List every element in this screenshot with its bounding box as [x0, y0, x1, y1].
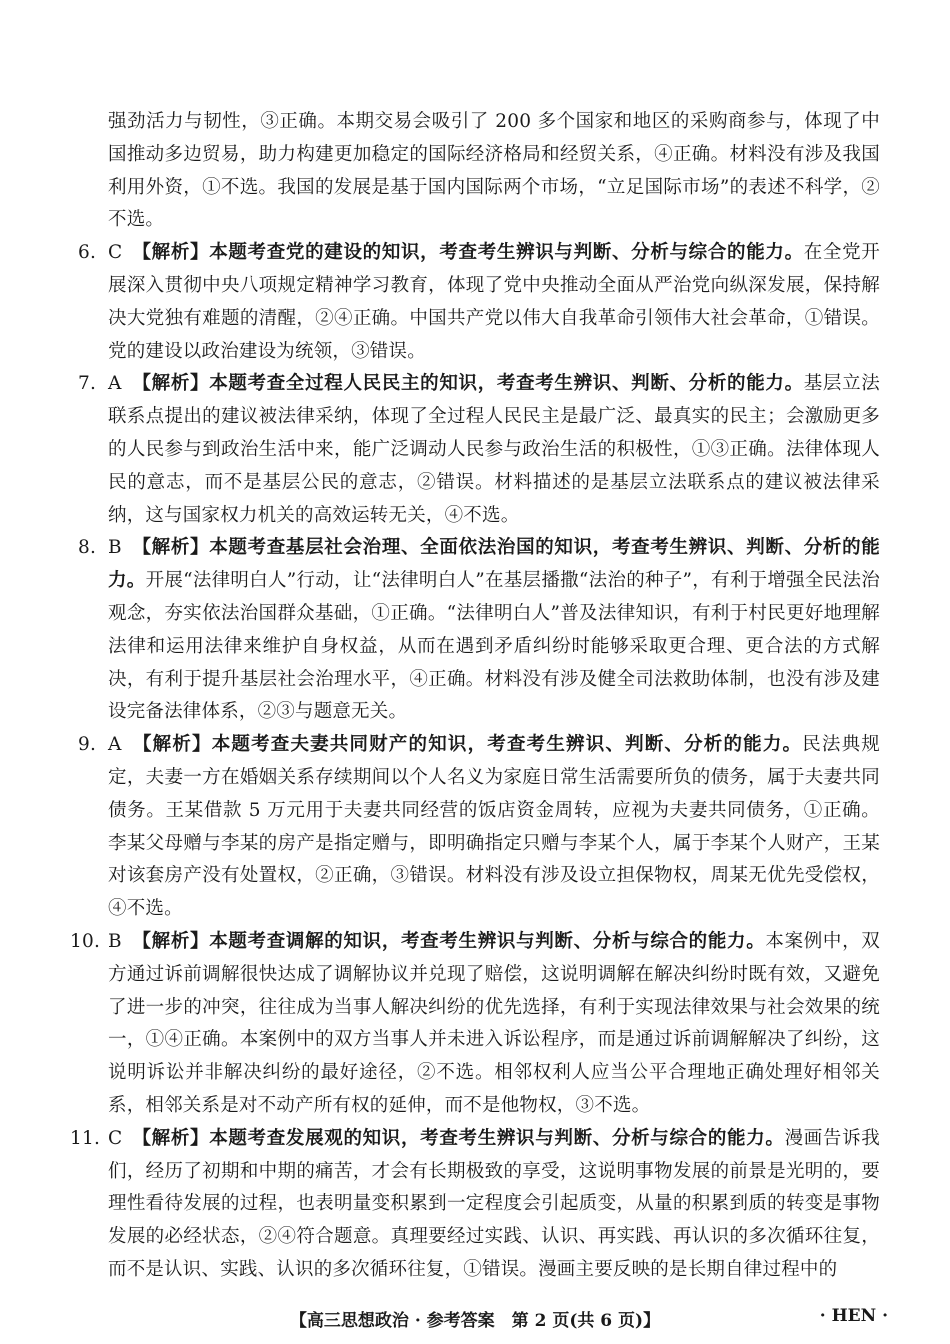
question-9-explanation	[78, 729, 880, 926]
question-focus: 本题考查夫妻共同财产的知识，考查考生辨识、判断、分析的能力。	[211, 734, 803, 756]
question-focus: 本题考查调解的知识，考查考生辨识与判断、分析与综合的能力。	[209, 930, 766, 952]
question-7-explanation	[78, 368, 880, 532]
question-10-explanation	[70, 926, 880, 1123]
analysis-tag: 【解析】	[132, 242, 210, 264]
explanation-body: 基层立法联系点提出的建议被法律采纳，体现了全过程人民民主是最广泛、最真实的民主；会激励更多的人民参与到政治生活中来，能广泛调动人民参与政治生活的积极性，①③正确。法律体现人民的意志，而不是基层公民的意志，②错误。材料描述的是基层立法联系点的建议被法律采纳，这与国家权力机关的高效运转无关，④不选。	[108, 373, 880, 526]
question-8-explanation	[78, 532, 880, 729]
page-footer	[0, 1306, 950, 1331]
explanation-body: 本案例中，双方通过诉前调解很快达成了调解协议并兑现了赔偿，这说明调解在解决纠纷时既有效，又避免了进一步的冲突，往往成为当事人解决纠纷的优先选择，有利于实现法律效果与社会效果的统一，①④正确。本案例中的双方当事人并未进入诉讼程序，而是通过诉前调解解决了纠纷，这说明诉讼并非解决纠纷的最好途径，②不选。相邻权利人应当公平合理地正确处理好相邻关系，相邻关系是对不动产所有权的延伸，而不是他物权，③不选。	[108, 930, 880, 1116]
exam-region-code: · HEN ·	[819, 1306, 888, 1326]
answer-letter: C	[108, 242, 123, 264]
answer-letter: B	[108, 537, 122, 559]
intro-paragraph: 强劲活力与韧性，③正确。本期交易会吸引了 200 多个国家和地区的采购商参与，体现了中国推动多边贸易，助力构建更加稳定的国际经济格局和经贸关系，④正确。材料没有涉及我国利用外资，①不选。我国的发展是基于国内国际两个市场，“立足国际市场”的表述不科学，②不选。	[108, 111, 880, 231]
question-number: 11.	[70, 1127, 101, 1149]
question-number: 10.	[70, 930, 101, 952]
analysis-tag: 【解析】	[132, 734, 212, 756]
answer-letter: C	[108, 1127, 123, 1149]
explanation-body: 在全党开展深入贯彻中央八项规定精神学习教育，体现了党中央推动全面从严治党向纵深发展，保持解决大党独有难题的清醒，②④正确。中国共产党以伟大自我革命引领伟大社会革命，①错误。党的建设以政治建设为统领，③错误。	[108, 242, 880, 362]
footer-label: 【高三思想政治 · 参考答案 第 2 页(共 6 页)】	[289, 1311, 661, 1331]
question-number: 8.	[78, 537, 97, 559]
analysis-tag: 【解析】	[132, 930, 210, 952]
answer-letter: A	[108, 734, 122, 756]
analysis-tag: 【解析】	[132, 373, 210, 395]
question-number: 9.	[78, 734, 97, 756]
answer-letter: B	[108, 930, 122, 952]
answer-letter: A	[108, 373, 122, 395]
question-11-explanation	[70, 1123, 880, 1287]
analysis-tag: 【解析】	[132, 1127, 210, 1149]
question-number: 7.	[78, 373, 97, 395]
question-focus: 本题考查党的建设的知识，考查考生辨识与判断、分析与综合的能力。	[209, 242, 804, 264]
question-focus: 本题考查全过程人民民主的知识，考查考生辨识、判断、分析的能力。	[209, 373, 804, 395]
answer-content	[70, 106, 880, 1287]
explanation-body: 民法典规定，夫妻一方在婚姻关系存续期间以个人名义为家庭日常生活需要所负的债务，属于夫妻共同债务。王某借款 5 万元用于夫妻共同经营的饭店资金周转，应视为夫妻共同债务，①正确。李某父母赠与李某的房产是指定赠与，即明确指定只赠与李某个人，属于李某个人财产，王某对该套房产没有处置权，②正确，③错误。材料没有涉及设立担保物权，周某无优先受偿权，④不选。	[108, 734, 880, 920]
question-focus: 本题考查发展观的知识，考查考生辨识与判断、分析与综合的能力。	[209, 1127, 785, 1149]
question-number: 6.	[78, 242, 97, 264]
question-6-explanation	[78, 237, 880, 368]
explanation-body: 开展“法律明白人”行动，让“法律明白人”在基层播撒“法治的种子”，有利于增强全民法治观念，夯实依法治国群众基础，①正确。“法律明白人”普及法律知识，有利于村民更好地理解法律和运用法律来维护自身权益，从而在遇到矛盾纠纷时能够采取更合理、更合法的方式解决，有利于提升基层社会治理水平，④正确。材料没有涉及健全司法救助体制，也没有涉及建设完备法律体系，②③与题意无关。	[108, 570, 880, 723]
analysis-tag: 【解析】	[132, 537, 210, 559]
question-focus: 本题考查基层社会治理、全面依法治国的知识，考查考生辨识、判断、分析的能力。	[108, 537, 880, 592]
explanation-body: 漫画告诉我们，经历了初期和中期的痛苦，才会有长期极致的享受，这说明事物发展的前景是光明的，要理性看待发展的过程，也表明量变积累到一定程度会引起质变，从量的积累到质的转变是事物发展的必经状态，②④符合题意。真理要经过实践、认识、再实践、再认识的多次循环往复，而不是认识、实践、认识的多次循环往复，①错误。漫画主要反映的是长期自律过程中的	[108, 1127, 880, 1280]
